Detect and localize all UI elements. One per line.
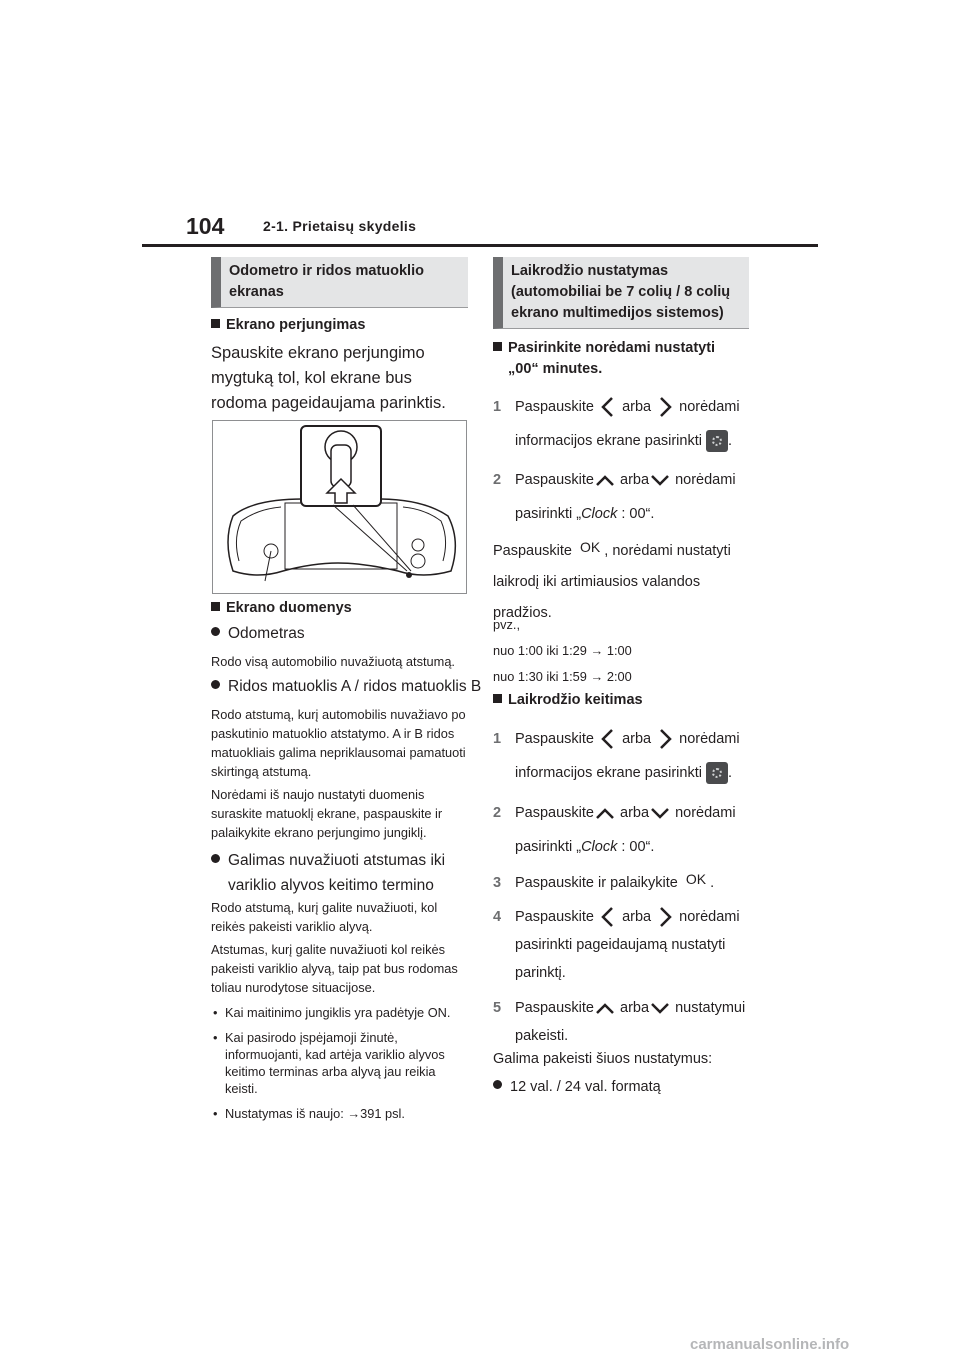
section-box-odometer — [211, 257, 468, 308]
ok-button-icon: OK — [685, 871, 707, 887]
chevron-down-icon — [649, 472, 671, 488]
notes-list — [211, 1003, 469, 1123]
oil-text-2: Atstumas, kurį galite nuvažiuoti kol reikės pakeisti variklio alyvą, taip pat bus rodomas toliau nurodytose situacijose. — [211, 942, 458, 995]
list-item: • Kai maitinimo jungiklis yra padėtyje ON. — [211, 1003, 469, 1022]
change-step-3: 3 Paspauskite ir palaikykite OK . — [493, 862, 753, 900]
bullet-icon — [493, 1080, 502, 1089]
square-bullet-icon — [493, 342, 502, 351]
chevron-right-icon — [655, 395, 675, 419]
list-item: • Nustatymas iš naujo: →391 psl. — [211, 1104, 469, 1123]
subheading-clock-change: Laikrodžio keitimas — [493, 692, 643, 708]
cluster-drawing — [213, 421, 466, 593]
change-step-1: 1 Paspauskite arba norėdami informacijos ekrane pasirinkti . — [493, 722, 753, 790]
chevron-up-icon — [594, 805, 616, 821]
odometer-label: Odometras — [211, 625, 305, 643]
chapter-title: 2-1. Prietaisų skydelis — [263, 218, 417, 234]
subheading-set-minutes: Pasirinkite norėdami nustatyti „00“ minutes. — [493, 338, 715, 380]
can-change-text: Galima pakeisti šiuos nustatymus: — [493, 1051, 713, 1067]
example-1: nuo 1:00 iki 1:29 → 1:00 — [493, 643, 632, 658]
ok-paragraph: Paspauskite OK , norėdami nustatyti laikrodį iki artimiausios valandos pradžios. — [493, 532, 753, 629]
bullet-icon — [211, 680, 220, 689]
chevron-up-icon — [594, 472, 616, 488]
bullet-icon — [211, 854, 220, 863]
change-step-2: 2 Paspauskite arba norėdami pasirinkti „Clock : 00“. — [493, 805, 736, 855]
chevron-up-icon — [594, 1000, 616, 1016]
example-2: nuo 1:30 iki 1:59 → 2:00 — [493, 669, 632, 684]
list-item: • Kai pasirodo įspėjamoji žinutė, informuojanti, kad artėja variklio alyvos keitimo terminas arba alyvą jau reikia keisti. — [211, 1029, 469, 1097]
square-bullet-icon — [211, 319, 220, 328]
step-2: 2 Paspauskite arba norėdami pasirinkti „Clock : 00“. — [493, 472, 736, 522]
oil-text-1: Rodo atstumą, kurį galite nuvažiuoti, kol reikės pakeisti variklio alyvą. — [211, 900, 438, 934]
example-label: pvz., — [493, 617, 521, 632]
instrument-cluster-illustration — [212, 420, 467, 594]
section-box-clock — [493, 257, 749, 329]
settings-gear-icon — [706, 762, 728, 784]
section-title: Odometro ir ridos matuoklio ekranas — [229, 263, 424, 300]
chevron-left-icon — [598, 395, 618, 419]
watermark: carmanualsonline.info — [690, 1336, 850, 1353]
page-number: 104 — [186, 213, 225, 239]
settings-gear-icon — [706, 430, 728, 452]
section-title: Laikrodžio nustatymas (automobiliai be 7 colių / 8 colių ekrano multimedijos sistemos) — [511, 263, 731, 321]
subheading-switching: Ekrano perjungimas — [211, 317, 365, 333]
header-rule — [142, 244, 818, 247]
switch-text: Spauskite ekrano perjungimo mygtuką tol, kol ekrane bus rodoma pageidaujama parinktis. — [211, 344, 446, 412]
square-bullet-icon — [493, 694, 502, 703]
change-step-4: 4 Paspauskite arba norėdami pasirinkti pageidaujamą nustatyti parinktį. — [493, 903, 753, 987]
step-1: 1 Paspauskite arba norėdami informacijos ekrane pasirinkti . — [493, 390, 753, 458]
oil-label: Galimas nuvažiuoti atstumas iki variklio alyvos keitimo termino — [211, 848, 445, 898]
odometer-text: Rodo visą automobilio nuvažiuotą atstumą. — [211, 654, 455, 669]
chevron-down-icon — [649, 805, 671, 821]
ok-button-icon: OK — [580, 539, 601, 555]
chevron-left-icon — [598, 905, 618, 929]
bullet-icon — [211, 627, 220, 636]
format-item: 12 val. / 24 val. formatą — [493, 1079, 661, 1095]
chevron-right-icon — [655, 727, 675, 751]
chevron-down-icon — [649, 1000, 671, 1016]
subheading-display-data: Ekrano duomenys — [211, 600, 352, 616]
chevron-left-icon — [598, 727, 618, 751]
chevron-right-icon — [655, 905, 675, 929]
trip-text-1: Rodo atstumą, kurį automobilis nuvažiavo po paskutinio matuoklio atstatymo. A ir B ridos matuokliais galima nepriklausomai pamatuoti skirtingą atstumą. — [211, 707, 466, 779]
change-step-5: 5 Paspauskite arba nustatymui pakeisti. — [493, 1000, 746, 1044]
trip-label: Ridos matuoklis A / ridos matuoklis B — [211, 678, 481, 696]
trip-text-2: Norėdami iš naujo nustatyti duomenis suraskite matuoklį ekrane, paspauskite ir palaikykite ekrano perjungimo jungiklį. — [211, 787, 443, 840]
square-bullet-icon — [211, 602, 220, 611]
